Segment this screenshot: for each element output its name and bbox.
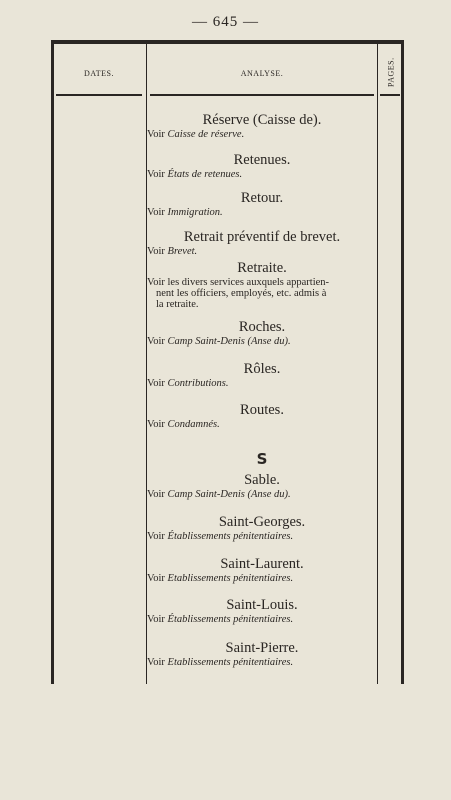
index-entry (147, 514, 377, 543)
entry-reference: Voir Brevet. (147, 246, 198, 257)
table-border-right (401, 44, 404, 684)
index-entry (147, 112, 377, 141)
header-rule-analyse (150, 94, 374, 96)
section-letter: S (256, 450, 268, 468)
entry-heading: Rôles. (243, 361, 281, 377)
entry-reference: Voir Contributions. (147, 378, 229, 389)
index-entry (147, 402, 377, 431)
entry-heading: Saint-Louis. (226, 597, 298, 613)
entry-reference: Voir les divers services auxquels appartien- nent les officiers, employés, etc. admis à la retraite. (147, 277, 330, 310)
index-entry (147, 229, 377, 258)
index-entry (147, 361, 377, 390)
header-rule-dates (56, 94, 142, 96)
header-rule-pages (380, 94, 400, 96)
page-number: — 645 — (192, 14, 259, 30)
index-entry (147, 260, 377, 310)
header-analyse: ANALYSE. (240, 69, 284, 78)
entry-heading: Saint-Georges. (218, 514, 306, 530)
entry-reference: Voir Etablissements pénitentiaires. (147, 573, 294, 584)
index-entry (147, 472, 377, 501)
header-pages: PAGES. (386, 57, 396, 87)
entry-reference: Voir Camp Saint-Denis (Anse du). (147, 336, 291, 347)
entry-reference: Voir Caisse de réserve. (147, 129, 245, 140)
entry-heading: Réserve (Caisse de). (202, 112, 322, 128)
entry-reference: Voir Immigration. (147, 207, 223, 218)
entry-heading: Routes. (240, 402, 284, 418)
entry-heading: Roches. (238, 319, 286, 335)
entry-reference: Voir Camp Saint-Denis (Anse du). (147, 489, 291, 500)
index-entry (147, 190, 377, 219)
index-entry (147, 319, 377, 348)
index-entry (147, 556, 377, 585)
entry-heading: Retrait préventif de brevet. (183, 229, 341, 245)
entry-heading: Saint-Laurent. (220, 556, 304, 572)
table-border-left (51, 44, 54, 684)
entry-reference: Voir États de retenues. (147, 169, 243, 180)
entry-heading: Retour. (240, 190, 284, 206)
entry-reference: Voir Etablissements pénitentiaires. (147, 657, 294, 668)
entry-reference: Voir Établissements pénitentiaires. (147, 531, 294, 542)
entry-reference: Voir Condamnés. (147, 419, 220, 430)
index-entry (147, 640, 377, 669)
entry-heading: Retraite. (237, 260, 287, 276)
column-divider-pages (377, 44, 378, 684)
entry-heading: Retenues. (233, 152, 291, 168)
entry-heading: Saint-Pierre. (225, 640, 299, 656)
header-dates: DATES. (84, 69, 114, 78)
entry-reference: Voir Établissements pénitentiaires. (147, 614, 294, 625)
index-entry (147, 152, 377, 181)
index-entry (147, 597, 377, 626)
entry-heading: Sable. (244, 472, 280, 488)
